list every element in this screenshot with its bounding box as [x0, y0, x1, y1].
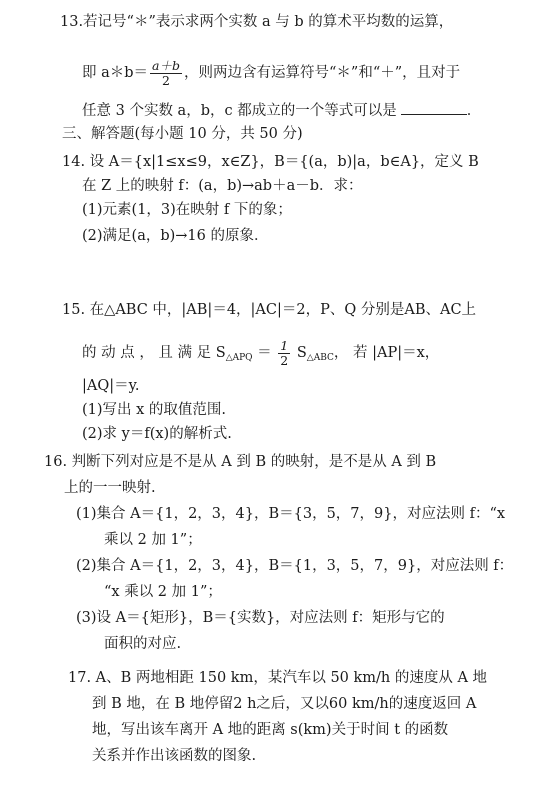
q16-part2-line1: (2)集合 A＝{1，2，3，4}，B＝{1，3，5，7，9}，对应法则 f： [76, 558, 514, 574]
q13-line1: 13.若记号“＊”表示求两个实数 a 与 b 的算术平均数的运算， [60, 14, 454, 30]
q16-part3-line1: (3)设 A＝{矩形}，B＝{实数}，对应法则 f：矩形与它的 [76, 610, 445, 626]
q15-line2-prefix: 的 动 点 ， 且 满 足 S [82, 345, 226, 361]
q16-line1: 16. 判断下列对应是不是从 A 到 B 的映射，是不是从 A 到 B [44, 454, 437, 470]
q14-line1: 14. 设 A＝{x|1≤x≤9，x∈Z}，B＝{(a，b)|a，b∈A}，定义 B [62, 154, 479, 170]
q13-formula-prefix: 即 a＊b＝ [82, 65, 149, 81]
q15-part2: (2)求 y＝f(x)的解析式. [82, 426, 232, 442]
q13-line3-text: 任意 3 个实数 a，b，c 都成立的一个等式可以是 [82, 103, 397, 119]
q13-answer-blank [401, 100, 467, 115]
q13-fraction [150, 59, 182, 88]
q13-line2 [82, 58, 460, 88]
q17-line3: 地，写出该车离开 A 地的距离 s(km)关于时间 t 的函数 [92, 722, 449, 738]
q17-line1: 17. A、B 两地相距 150 km，某汽车以 50 km/h 的速度从 A 地 [68, 670, 488, 686]
q15-part1: (1)写出 x 的取值范围. [82, 402, 227, 418]
q15-subscript-abc: △ABC [306, 353, 334, 363]
q16-part1-line1: (1)集合 A＝{1，2，3，4}，B＝{3，5，7，9}，对应法则 f：“x [76, 506, 506, 522]
q15-s-abc: S [292, 345, 307, 361]
q15-fraction [278, 339, 290, 368]
q13-line3-end: ． [466, 103, 482, 119]
q14-part1: (1)元素(1，3)在映射 f 下的象； [82, 202, 292, 218]
q15-subscript-apq: △APQ [225, 353, 253, 363]
section-heading: 三、解答题(每小题 10 分，共 50 分) [62, 126, 303, 142]
q13-fraction-denominator: 2 [162, 72, 170, 88]
q13-line3 [82, 100, 481, 121]
q17-line4: 关系并作出该函数的图象. [92, 748, 257, 764]
q17-line2: 到 B 地，在 B 地停留2 h之后，又以60 km/h的速度返回 A [92, 696, 477, 712]
q15-line2 [82, 338, 439, 373]
q15-fraction-numerator: 1 [280, 337, 289, 353]
q15-line1: 15. 在△ABC 中，|AB|＝4，|AC|＝2，P、Q 分别是AB、AC上 [62, 302, 477, 318]
q15-fraction-denominator: 2 [280, 352, 289, 368]
q14-part2: (2)满足(a，b)→16 的原象． [82, 228, 269, 244]
q16-part3-line2: 面积的对应. [104, 636, 182, 652]
q14-line2: 在 Z 上的映射 f：(a，b)→ab＋a－b．求： [82, 178, 363, 194]
q15-equals: ＝ [252, 345, 277, 361]
q15-line2-suffix: ， 若 |AP|＝x， [333, 345, 440, 361]
q16-line2: 上的一一映射. [64, 480, 156, 496]
q15-line3: |AQ|＝y. [82, 378, 140, 394]
q16-part1-line2: 乘以 2 加 1”； [104, 532, 202, 548]
q16-part2-line2: “x 乘以 2 加 1”； [104, 584, 222, 600]
q13-line2-suffix: ，则两边含有运算符号“＊”和“＋”，且对于 [184, 65, 461, 81]
q13-fraction-numerator: a＋b [152, 57, 181, 73]
